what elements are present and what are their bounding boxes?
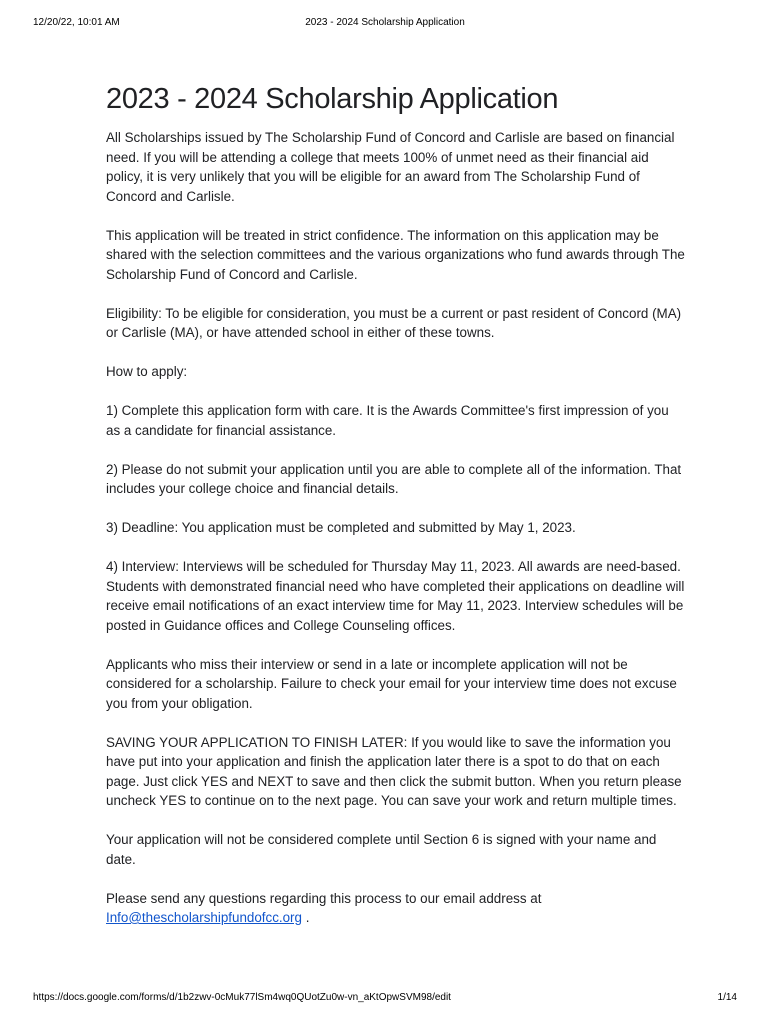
paragraph-financial-need: All Scholarships issued by The Scholarship Fund of Concord and Carlisle are based on financial need. If you will be attending a college that meets 100% of unmet need as their financial aid policy, it is very unlikely that you will be eligible for an award from The Scholarship Fund of Concord and Carlisle. bbox=[106, 130, 675, 204]
paragraph-confidentiality: This application will be treated in strict confidence. The information on this application may be shared with the selection committees and the various organizations who fund awards through The Scholarship Fund of Concord and Carlisle. bbox=[106, 227, 685, 282]
paragraph-contact bbox=[106, 889, 686, 928]
paragraph-completion: Your application will not be considered complete until Section 6 is signed with your name and date. bbox=[106, 832, 657, 867]
paragraph-missed-interview: Applicants who miss their interview or send in a late or incomplete application will not be considered for a scholarship. Failure to check your email for your interview time does not excuse you from your obligation. bbox=[106, 656, 677, 711]
print-header bbox=[33, 17, 737, 33]
form-title: 2023 - 2024 Scholarship Application bbox=[106, 83, 559, 115]
form-description bbox=[106, 80, 686, 947]
print-page-number: 1/14 bbox=[717, 992, 737, 1003]
paragraph-step-3-deadline: 3) Deadline: You application must be completed and submitted by May 1, 2023. bbox=[106, 520, 576, 535]
print-footer bbox=[33, 992, 737, 1008]
paragraph-eligibility: Eligibility: To be eligible for consideration, you must be a current or past resident of Concord (MA) or Carlisle (MA), or have attended school in either of these towns. bbox=[106, 305, 682, 340]
print-page-title: 2023 - 2024 Scholarship Application bbox=[305, 17, 465, 28]
paragraph-step-4-interview: 4) Interview: Interviews will be scheduled for Thursday May 11, 2023. All awards are need-based. Students with demonstrated financial need who have completed their applications on deadline will receive email notifications of an exact interview time for May 11, 2023. Interview schedules will be posted in Guidance offices and College Counseling offices. bbox=[106, 559, 685, 633]
print-url: https://docs.google.com/forms/d/1b2zwv-0cMuk77lSm4wq0QUotZu0w-vn_aKtOpwSVM98/edit bbox=[33, 992, 451, 1003]
paragraph-step-2: 2) Please do not submit your application until you are able to complete all of the information. That includes your college choice and financial details. bbox=[106, 461, 682, 496]
paragraph-how-to-apply: How to apply: bbox=[106, 364, 188, 379]
contact-email-link[interactable]: Info@thescholarshipfundofcc.org bbox=[106, 910, 302, 925]
print-timestamp: 12/20/22, 10:01 AM bbox=[33, 17, 120, 28]
paragraph-saving-application: SAVING YOUR APPLICATION TO FINISH LATER: If you would like to save the information you have put into your application and finish the application later there is a spot to do that on each page. Just click YES and NEXT to save and then click the submit button. When you return please uncheck YES to continue on to the next page. You can save your work and return multiple times. bbox=[106, 734, 682, 808]
paragraph-step-1: 1) Complete this application form with care. It is the Awards Committee's first impression of you as a candidate for financial assistance. bbox=[106, 403, 669, 438]
contact-text: Please send any questions regarding this process to our email address at bbox=[106, 890, 542, 906]
contact-suffix: . bbox=[305, 910, 310, 925]
